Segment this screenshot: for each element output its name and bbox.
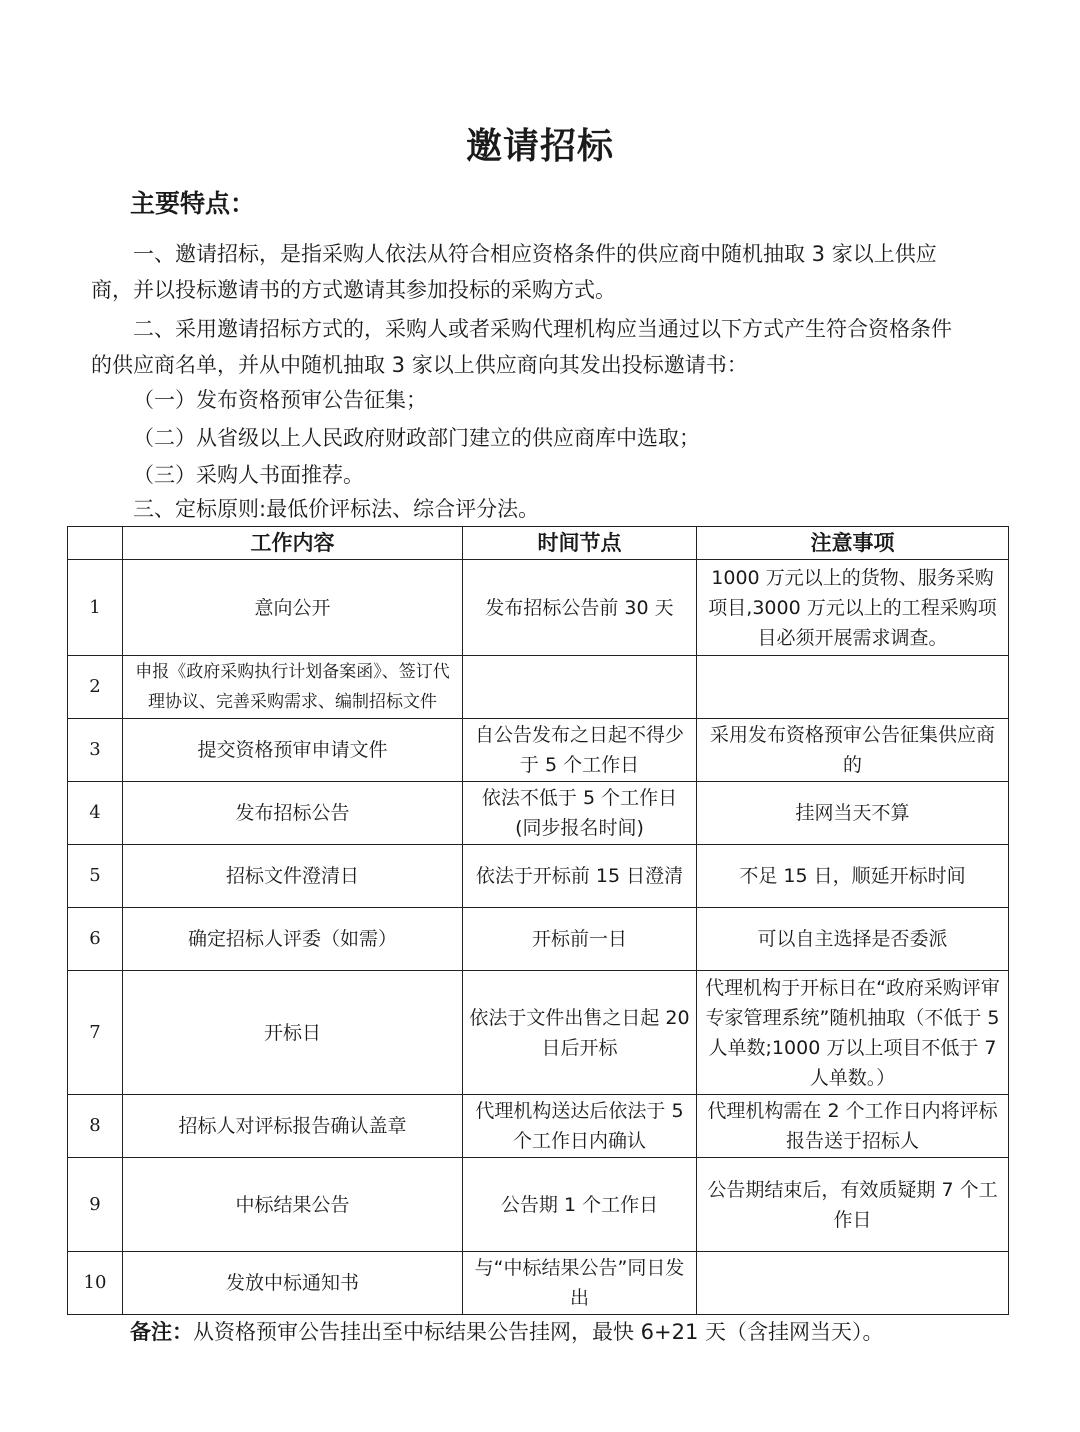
row-note: 代理机构于开标日在“政府采购评审专家管理系统”随机抽取（不低于 5 人单数;1000 万以上项目不低于 7 人单数。） — [697, 971, 1009, 1095]
row-content: 中标结果公告 — [123, 1158, 463, 1252]
row-content: 发放中标通知书 — [123, 1252, 463, 1315]
table-row — [68, 782, 1009, 845]
row-number: 4 — [68, 782, 123, 845]
row-time: 自公告发布之日起不得少于 5 个工作日 — [463, 719, 697, 782]
row-time: 公告期 1 个工作日 — [463, 1158, 697, 1252]
row-time: 与“中标结果公告”同日发出 — [463, 1252, 697, 1315]
header-number — [68, 527, 123, 560]
row-note: 采用发布资格预审公告征集供应商的 — [697, 719, 1009, 782]
paragraph-1: 一、邀请招标，是指采购人依法从符合相应资格条件的供应商中随机抽取 3 家以上供应商，并以投标邀请书的方式邀请其参加投标的采购方式。 — [91, 242, 937, 302]
row-number: 5 — [68, 845, 123, 908]
paragraph-3: 三、定标原则:最低价评标法、综合评分法。 — [133, 497, 540, 521]
row-note — [697, 656, 1009, 719]
page-title: 邀请招标 — [465, 126, 614, 167]
row-number: 7 — [68, 971, 123, 1095]
list-item: （三）采购人书面推荐。 — [133, 463, 364, 487]
list-item: （一）发布资格预审公告征集； — [133, 388, 427, 412]
row-note: 公告期结束后，有效质疑期 7 个工作日 — [697, 1158, 1009, 1252]
header-notes: 注意事项 — [697, 527, 1009, 560]
footer-note-text: 从资格预审公告挂出至中标结果公告挂网，最快 6+21 天（含挂网当天）。 — [193, 1320, 884, 1344]
row-number: 6 — [68, 908, 123, 971]
row-time: 开标前一日 — [463, 908, 697, 971]
section-subtitle: 主要特点： — [130, 189, 256, 218]
table-row — [68, 719, 1009, 782]
row-content: 申报《政府采购执行计划备案函》、签订代理协议、完善采购需求、编制招标文件 — [123, 656, 463, 719]
row-number: 9 — [68, 1158, 123, 1252]
row-note: 挂网当天不算 — [697, 782, 1009, 845]
table-row — [68, 971, 1009, 1095]
row-content: 开标日 — [123, 971, 463, 1095]
row-content: 发布招标公告 — [123, 782, 463, 845]
row-number: 1 — [68, 560, 123, 656]
row-number: 8 — [68, 1095, 123, 1158]
row-note — [697, 1252, 1009, 1315]
table-row — [68, 1252, 1009, 1315]
table-row — [68, 1158, 1009, 1252]
row-note: 1000 万元以上的货物、服务采购项目,3000 万元以上的工程采购项目必须开展需求调查。 — [697, 560, 1009, 656]
row-note: 代理机构需在 2 个工作日内将评标报告送于招标人 — [697, 1095, 1009, 1158]
row-time: 依法不低于 5 个工作日(同步报名时间) — [463, 782, 697, 845]
row-content: 确定招标人评委（如需） — [123, 908, 463, 971]
footer-note — [130, 1316, 884, 1346]
row-note: 不足 15 日，顺延开标时间 — [697, 845, 1009, 908]
procedure-table — [67, 526, 1009, 1315]
table-header-row — [68, 527, 1009, 560]
row-number: 2 — [68, 656, 123, 719]
row-number: 3 — [68, 719, 123, 782]
footer-note-label: 备注： — [130, 1320, 193, 1344]
table-row — [68, 1095, 1009, 1158]
row-content: 提交资格预审申请文件 — [123, 719, 463, 782]
header-time: 时间节点 — [463, 527, 697, 560]
row-note: 可以自主选择是否委派 — [697, 908, 1009, 971]
table-row — [68, 560, 1009, 656]
table-row — [68, 908, 1009, 971]
row-content: 招标人对评标报告确认盖章 — [123, 1095, 463, 1158]
row-number: 10 — [68, 1252, 123, 1315]
row-time: 依法于文件出售之日起 20 日后开标 — [463, 971, 697, 1095]
row-time — [463, 656, 697, 719]
row-time: 发布招标公告前 30 天 — [463, 560, 697, 656]
row-content: 招标文件澄清日 — [123, 845, 463, 908]
row-time: 依法于开标前 15 日澄清 — [463, 845, 697, 908]
list-item: （二）从省级以上人民政府财政部门建立的供应商库中选取； — [133, 426, 700, 450]
paragraph-2: 二、采用邀请招标方式的，采购人或者采购代理机构应当通过以下方式产生符合资格条件的供应商名单，并从中随机抽取 3 家以上供应商向其发出投标邀请书： — [91, 317, 952, 377]
table-row — [68, 845, 1009, 908]
row-time: 代理机构送达后依法于 5 个工作日内确认 — [463, 1095, 697, 1158]
row-content: 意向公开 — [123, 560, 463, 656]
header-content: 工作内容 — [123, 527, 463, 560]
table-row — [68, 656, 1009, 719]
